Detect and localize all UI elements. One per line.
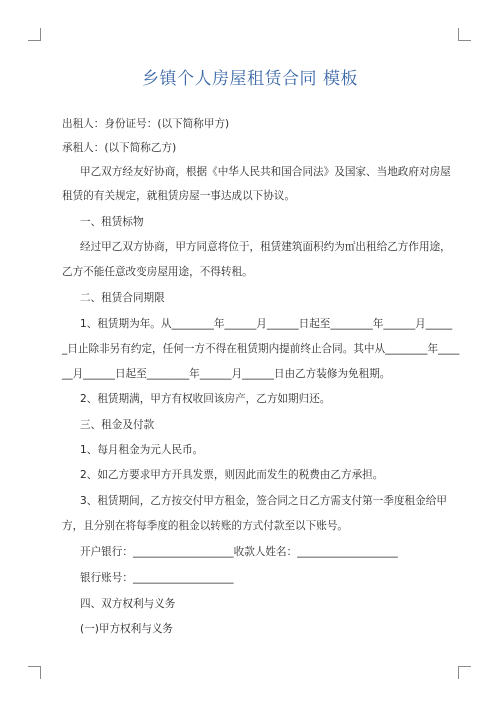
section-1-line-1: 经过甲乙双方协商，甲方同意将位于，租赁建筑面积约为㎡出租给乙方作用途， [80, 241, 451, 253]
section-2-heading: 二、租赁合同期限 [80, 292, 165, 304]
section-2-item-2: 2、租赁期满，甲方有权收回该房产，乙方如期归还。 [80, 393, 331, 405]
section-3-item-3-line-2: 方，且分别在将每季度的租金以转账的方式付款至以下账号。 [62, 520, 349, 532]
section-2-item-1-line-2: _日止除非另有约定，任何一方不得在租赁期内提前终止合同。其中从________年____ [62, 343, 460, 355]
crop-mark-top-left [28, 28, 41, 41]
section-1-heading: 一、租赁标物 [80, 216, 144, 228]
section-4-heading: 四、双方权利与义务 [80, 598, 176, 610]
section-3-item-3-line-1: 3、租赁期间，乙方按交付甲方租金，签合同之日乙方需支付第一季度租金给甲 [80, 495, 447, 507]
crop-mark-bottom-right [458, 666, 471, 679]
intro-line-2: 租赁的有关规定，就租赁房屋一事达成以下协议。 [62, 190, 296, 202]
bank-account-line: 银行账号：___________________ [80, 572, 234, 584]
crop-mark-top-right [458, 28, 471, 41]
bank-and-payee-line: 开户银行：___________________收款人姓名：___________________ [80, 546, 398, 558]
section-3-heading: 三、租金及付款 [80, 419, 155, 431]
crop-mark-bottom-left [28, 666, 41, 679]
section-2-item-1-line-3: __月______日起至________年______月______日由乙方装修为免租期。 [62, 368, 391, 380]
section-1-line-2: 乙方不能任意改变房屋用途，不得转租。 [62, 266, 253, 278]
intro-line-1: 甲乙双方经友好协商，根据《中华人民共和国合同法》及国家、当地政府对房屋 [80, 166, 451, 178]
section-3-item-2: 2、如乙方要求甲方开具发票，则因此而发生的税费由乙方承担。 [80, 469, 384, 481]
section-3-item-1: 1、每月租金为元人民币。 [80, 444, 204, 456]
lessor-line: 出租人：身份证号：(以下简称甲方) [62, 118, 230, 130]
document-title: 乡镇个人房屋租赁合同 模板 [142, 69, 358, 89]
section-4-subheading-a: (一)甲方权利与义务 [80, 623, 174, 635]
section-2-item-1-line-1: 1、租赁期为年。从________年______月______日起至________年______月_____ [80, 318, 453, 330]
lessee-line: 承租人：(以下简称乙方) [62, 142, 177, 154]
